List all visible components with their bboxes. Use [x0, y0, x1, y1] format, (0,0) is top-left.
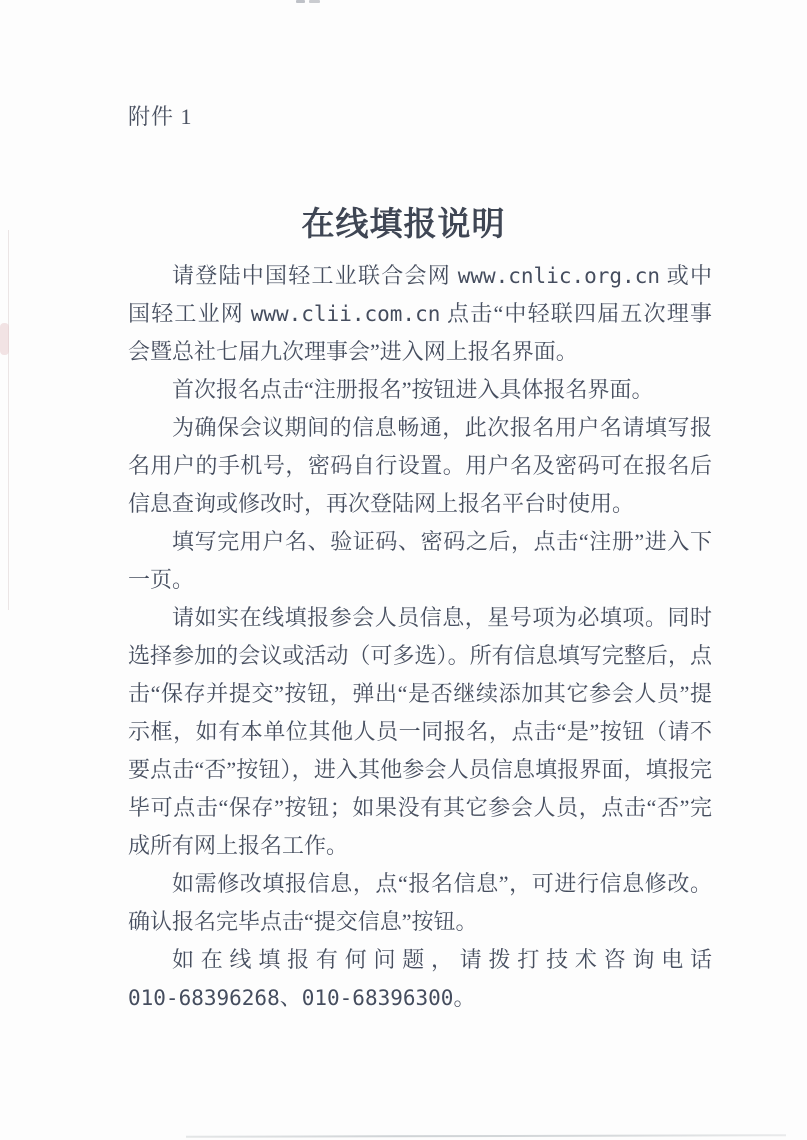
scan-artifact-left-smudge	[0, 323, 9, 355]
paragraph-login-websites: 请登陆中国轻工业联合会网 www.cnlic.org.cn 或中国轻工业网 www.clii.com.cn 点击“中轻联四届五次理事会暨总社七届九次理事会”进入网上报名界面。	[128, 263, 712, 364]
scan-artifact-left-line	[8, 230, 9, 610]
paragraph-tech-support-phones: 010-68396268、010-68396300。	[128, 985, 476, 1010]
paragraph-username-password: 为确保会议期间的信息畅通，此次报名用户名请填写报名用户的手机号，密码自行设置。用户名及密码可在报名后信息查询或修改时，再次登陆网上报名平台时使用。	[128, 415, 712, 516]
attachment-label: 附件 1	[128, 104, 193, 129]
scan-artifact-bottom-line	[186, 1134, 786, 1138]
scan-artifact-top-dash	[296, 0, 305, 3]
paragraph-tech-support-intro: 如在线填报有何问题，请拨打技术咨询电话	[172, 947, 712, 972]
document-body	[128, 257, 712, 1017]
paragraph-modify-info: 如需修改填报信息，点“报名信息”，可进行信息修改。确认报名完毕点击“提交信息”按钮。	[128, 871, 712, 934]
paragraph-fill-attendee-info: 请如实在线填报参会人员信息，星号项为必填项。同时选择参加的会议或活动（可多选）。所有信息填写完整后，点击“保存并提交”按钮，弹出“是否继续添加其它参会人员”提示框，如有本单位其他人员一同报名，点击“是”按钮（请不要点击“否”按钮），进入其他参会人员信息填报界面，填报完毕可点击“保存”按钮；如果没有其它参会人员，点击“否”完成所有网上报名工作。	[128, 605, 713, 858]
scan-artifact-top-dash	[309, 0, 320, 3]
paragraph-first-registration: 首次报名点击“注册报名”按钮进入具体报名界面。	[172, 377, 654, 402]
document-title: 在线填报说明	[301, 207, 506, 244]
paragraph-register-next-page: 填写完用户名、验证码、密码之后，点击“注册”进入下一页。	[128, 529, 712, 592]
